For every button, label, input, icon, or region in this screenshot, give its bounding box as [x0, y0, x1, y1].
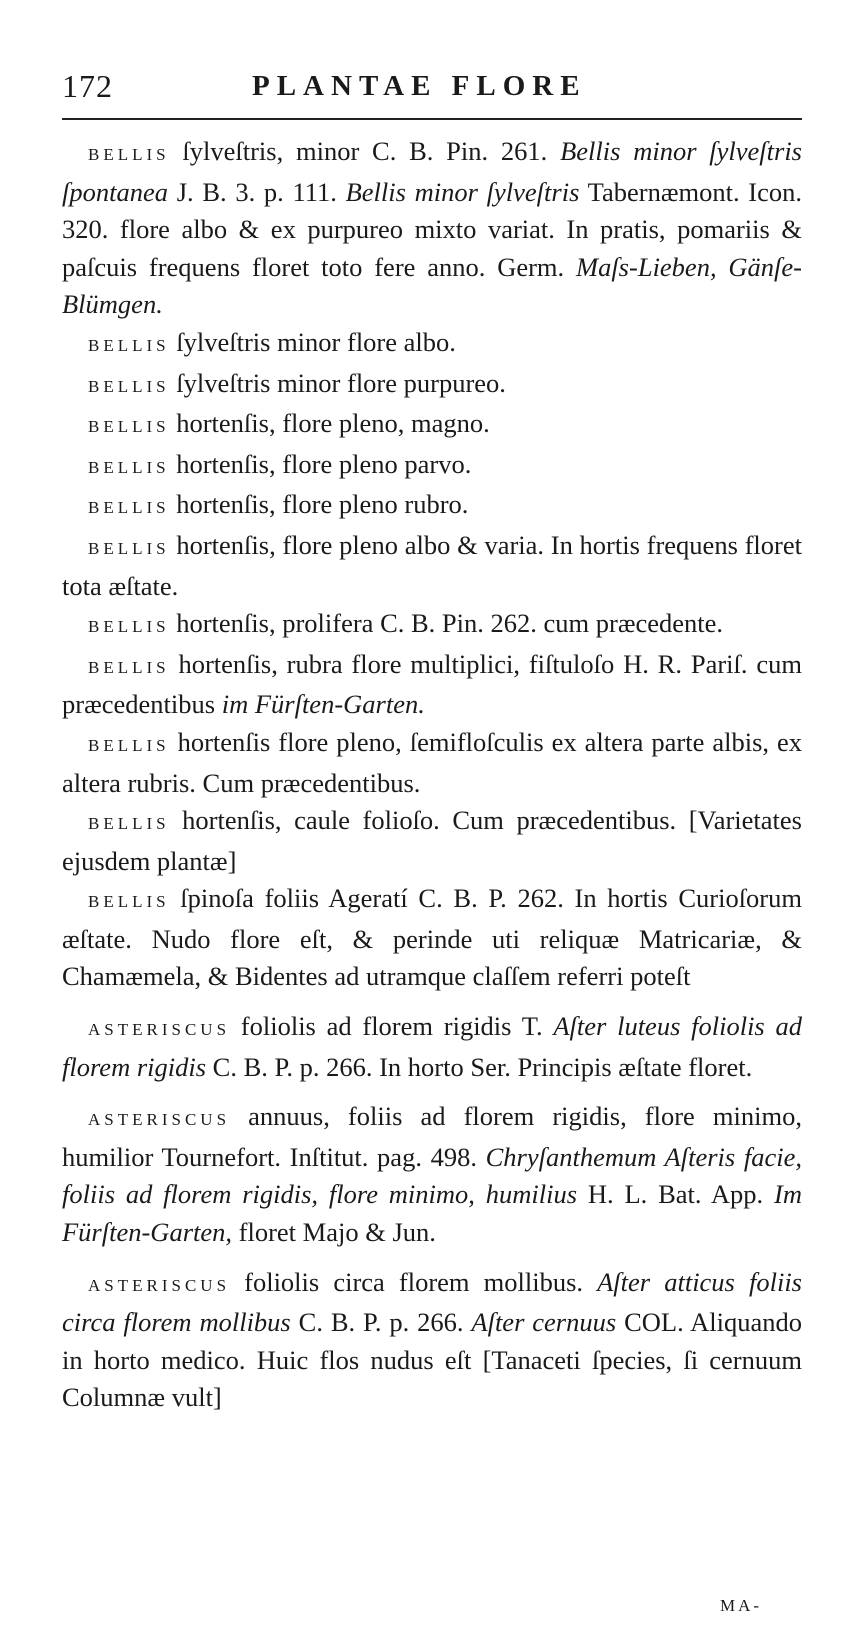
roman-text: ſylveſtris, minor C. B. Pin. 261. — [169, 136, 561, 166]
body-text — [62, 133, 802, 1417]
roman-text: annuus, foliis ad florem rigidis, flore minimo, humilior Tournefort. Inſtitut. pag. 498. — [62, 1101, 802, 1172]
italic-text: Bellis minor ſylveſtris ſpontanea — [62, 136, 802, 207]
entry-headword: BELLIS — [88, 376, 170, 396]
roman-text: H. L. Bat. App. — [577, 1179, 775, 1210]
roman-text: foliolis ad florem rigidis T. — [230, 1011, 554, 1042]
entry-gap — [62, 996, 802, 1008]
entry-headword: BELLIS — [88, 457, 170, 477]
roman-text: ſylveſtris minor flore albo. — [169, 326, 456, 357]
italic-text: Aſter luteus foliolis ad florem rigidis — [62, 1011, 802, 1082]
entry-paragraph — [62, 1264, 802, 1417]
page-number: 172 — [62, 68, 113, 104]
roman-text: ſylveſtris minor flore purpureo. — [169, 367, 506, 398]
entry-paragraph — [62, 365, 802, 406]
entry-paragraph — [62, 446, 802, 487]
entry-paragraph — [62, 880, 802, 996]
roman-text: foliolis circa florem mollibus. — [230, 1266, 598, 1297]
entry-headword: BELLIS — [88, 814, 170, 834]
italic-text: Aſter cernuus — [471, 1307, 617, 1338]
italic-text: im Fürſten-Garten. — [221, 689, 425, 720]
entry-headword: ASTERISCUS — [88, 1020, 231, 1040]
entry-headword: BELLIS — [88, 617, 170, 637]
entry-paragraph — [62, 1008, 802, 1086]
italic-text: Bellis minor ſylveſtris — [345, 176, 580, 207]
header-rule — [62, 118, 802, 120]
entry-headword: BELLIS — [88, 335, 170, 355]
entry-paragraph — [62, 646, 802, 724]
entry-paragraph — [62, 133, 802, 324]
roman-text: C. B. P. p. 266. — [290, 1307, 472, 1338]
entry-headword: ASTERISCUS — [88, 1110, 231, 1130]
entry-headword: BELLIS — [88, 417, 170, 437]
entry-headword: BELLIS — [88, 657, 170, 677]
entry-paragraph — [62, 486, 802, 527]
italic-text: Chryſanthemum Aſteris facie, foliis ad florem rigidis, flore minimo, humilius — [62, 1141, 802, 1210]
entry-headword: BELLIS — [88, 145, 170, 164]
roman-text: hortenſis, prolifera C. B. Pin. 262. cum præcedente. — [169, 608, 724, 639]
entry-headword: BELLIS — [88, 498, 170, 518]
roman-text: ſpinoſa foliis Ageratí C. B. P. 262. In hortis Curioſorum æſtate. Nudo flore eſt, & perinde uti reliquæ Matricariæ, & Chamæmela, & Bidentes ad utramque claſſem referri poteſt — [62, 883, 802, 992]
entry-paragraph — [62, 802, 802, 880]
roman-text: hortenſis, flore pleno albo & varia. In hortis frequens floret tota æſtate. — [62, 529, 802, 601]
roman-text: hortenſis flore pleno, ſemifloſculis ex altera parte albis, ex altera rubris. Cum præcedentibus. — [62, 726, 802, 798]
entry-gap — [62, 1252, 802, 1264]
entry-paragraph — [62, 724, 802, 802]
running-head: PLANTAE FLORE — [252, 70, 587, 102]
entry-headword: BELLIS — [88, 735, 170, 755]
catchword: MA- — [720, 1596, 763, 1615]
italic-text: Aſter atticus foliis circa florem mollibus — [62, 1266, 802, 1338]
roman-text: hortenſis, flore pleno, magno. — [169, 408, 490, 439]
roman-text: Tabernæmont. Icon. 320. flore albo & ex purpureo mixto variat. In pratis, pomariis & paſcuis frequens floret toto fere anno. Germ. — [62, 176, 803, 282]
italic-text: Im Fürſten-Garten, — [62, 1179, 802, 1248]
entry-gap — [62, 1086, 802, 1098]
roman-text: COL. Aliquando in horto medico. Huic flos nudus eſt [Tanaceti ſpecies, ſi cernuum Columnæ vult] — [62, 1307, 802, 1413]
entry-paragraph — [62, 605, 802, 646]
roman-text: hortenſis, flore pleno parvo. — [169, 448, 472, 479]
entry-paragraph — [62, 1098, 802, 1251]
entry-paragraph — [62, 405, 802, 446]
entry-headword: BELLIS — [88, 538, 170, 558]
roman-text: hortenſis, caule folioſo. Cum præcedentibus. [Varietates ejusdem plantæ] — [62, 805, 802, 876]
page-header — [62, 68, 802, 108]
entry-headword: BELLIS — [88, 892, 170, 912]
roman-text: floret Majo & Jun. — [232, 1217, 436, 1248]
entry-headword: ASTERISCUS — [88, 1275, 231, 1295]
roman-text: hortenſis, flore pleno rubro. — [169, 489, 469, 520]
roman-text: J. B. 3. p. 111. — [168, 176, 346, 207]
italic-text: Maſs-Lieben, Gänſe-Blümgen. — [62, 251, 802, 320]
entry-paragraph — [62, 324, 802, 365]
roman-text: hortenſis, rubra flore multiplici, fiſtuloſo H. R. Pariſ. cum præcedentibus — [62, 648, 802, 720]
entry-paragraph — [62, 527, 802, 605]
roman-text: C. B. P. p. 266. In horto Ser. Principis æſtate floret. — [206, 1051, 753, 1082]
